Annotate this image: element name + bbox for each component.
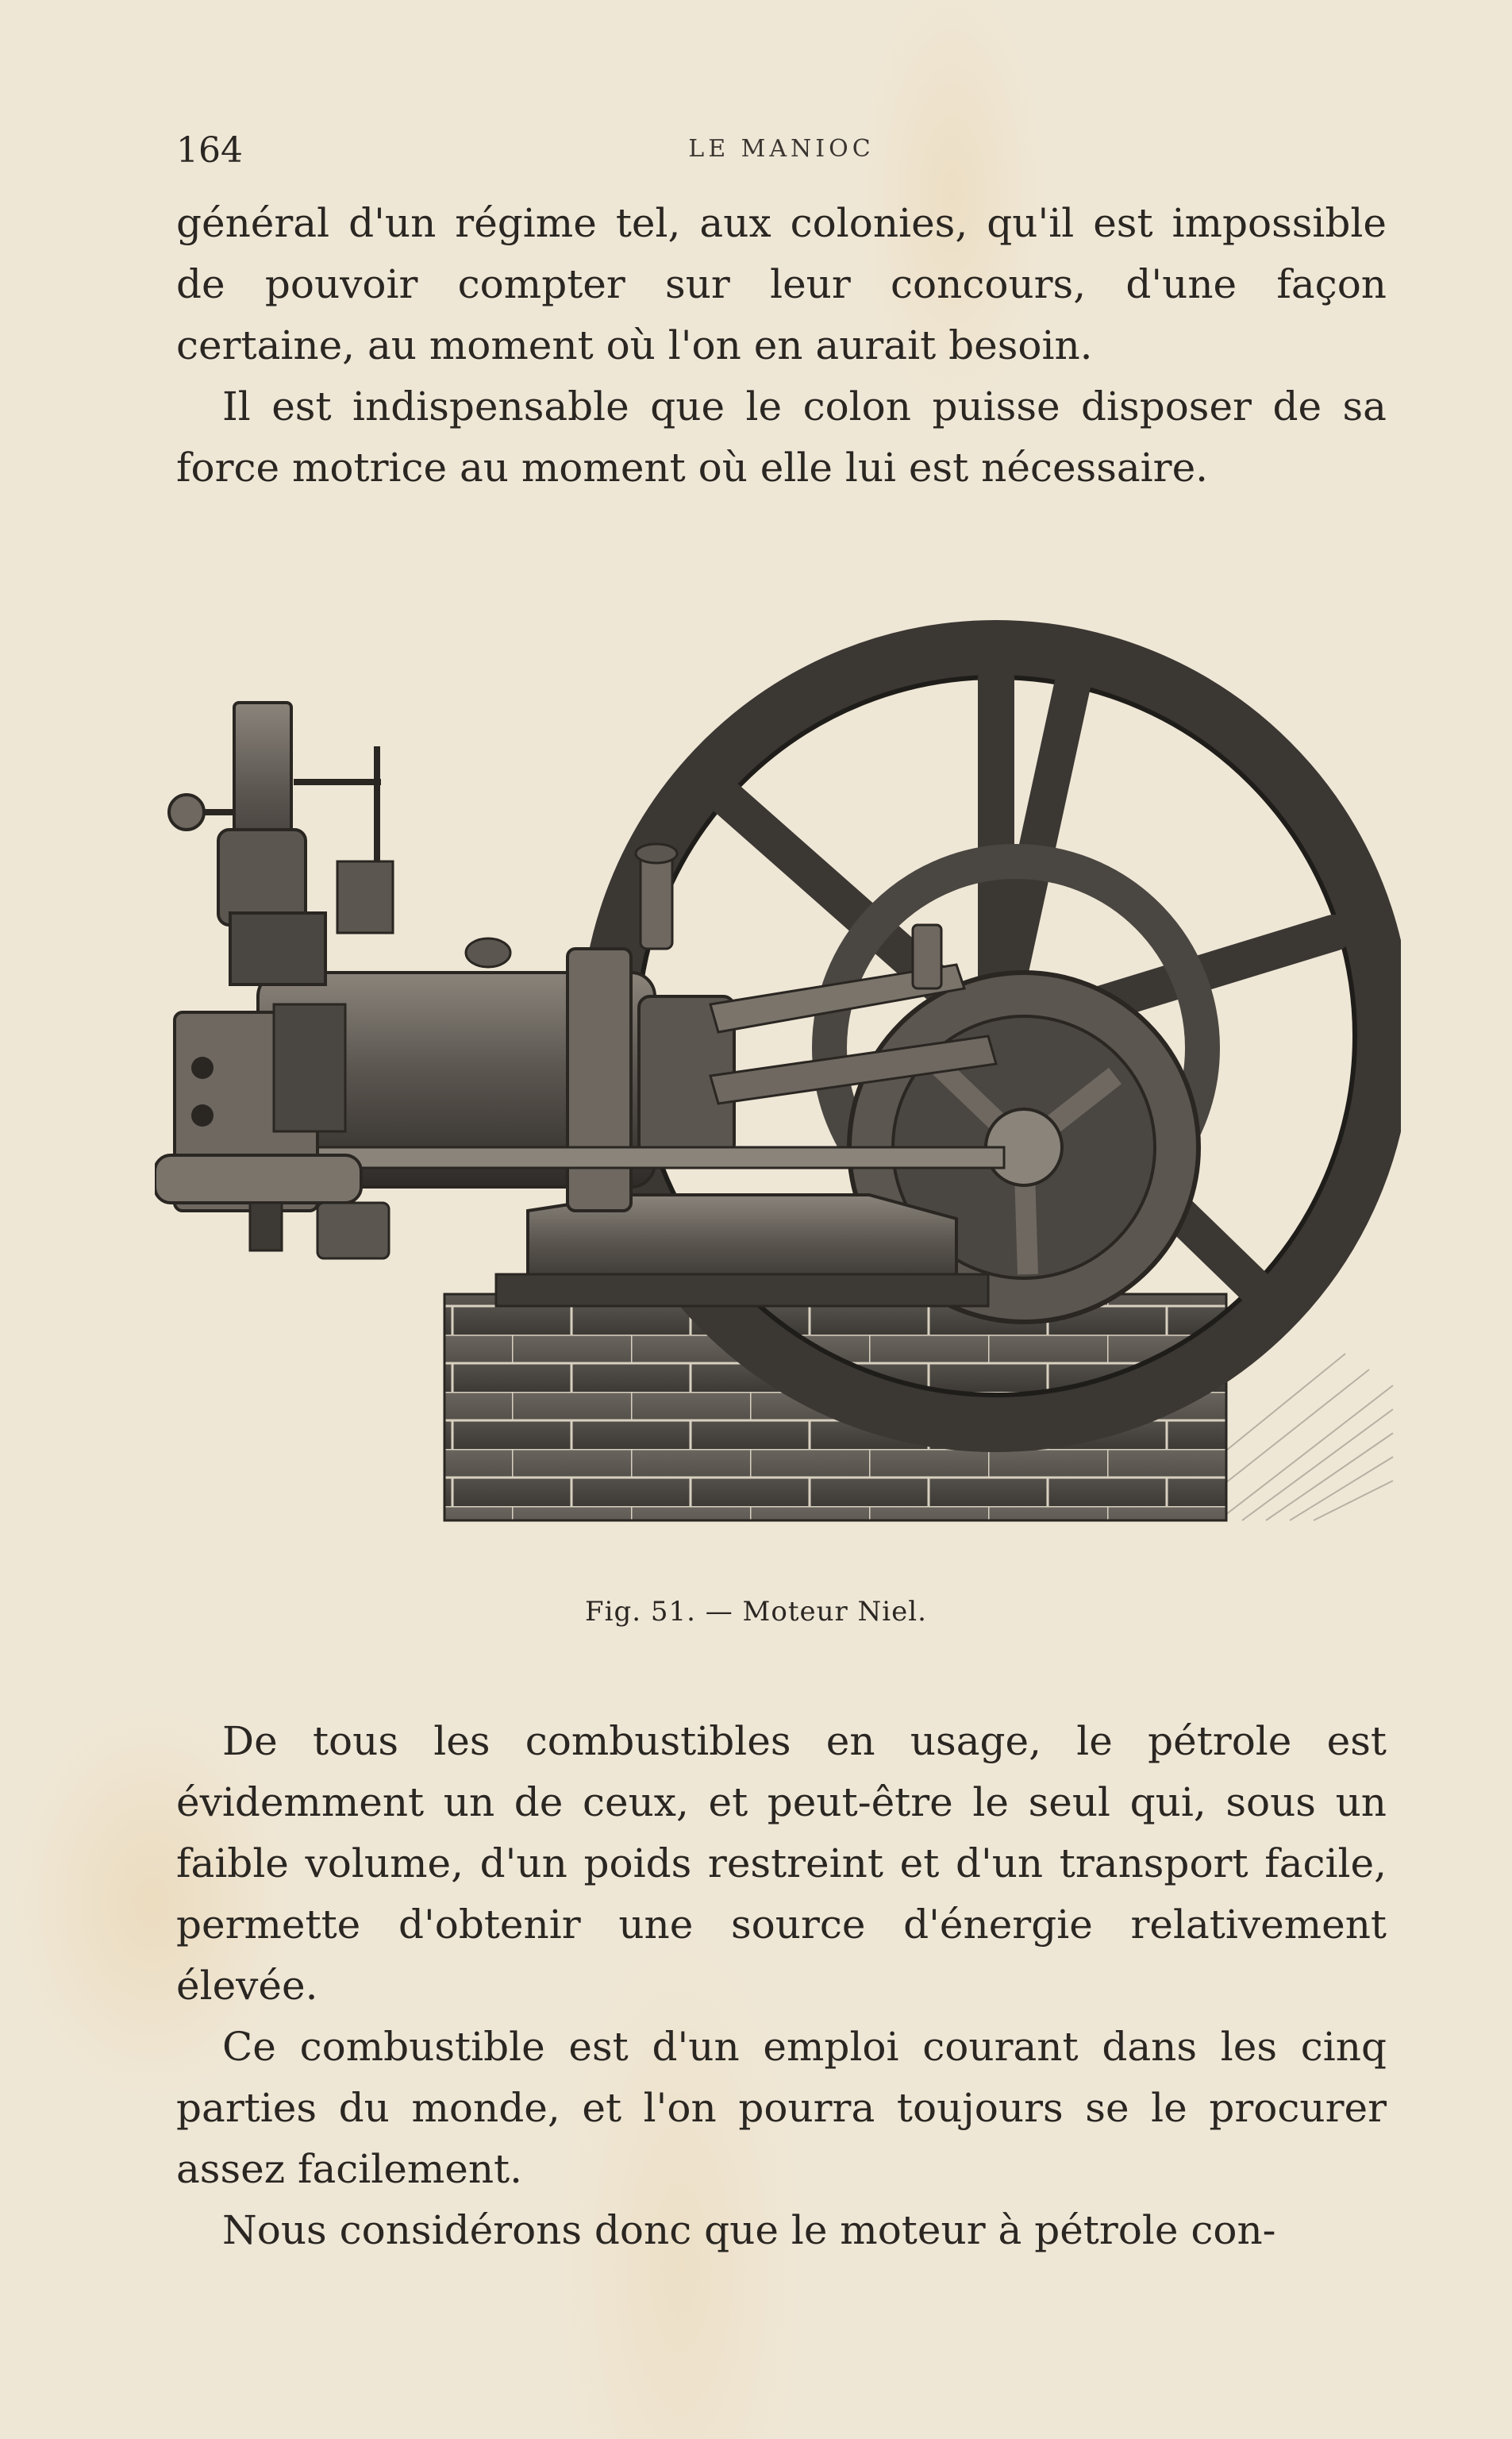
- paragraph: Ce combustible est d'un emploi courant dans les cinq parties du monde, et l'on pourra toujours se le procurer assez facilement.: [176, 2024, 1387, 2192]
- figure-caption: Fig. 51. — Moteur Niel.: [585, 1596, 927, 1628]
- page-number: 164: [176, 130, 243, 171]
- ground-shadow: [1218, 1354, 1393, 1520]
- top-text-block: [176, 193, 1387, 499]
- paragraph: De tous les combustibles en usage, le pétrole est évidemment un de ceux, et peut-être le seul qui, sous un faible volume, d'un poids restreint et d'un transport facile, permette d'obtenir une source d'énergie relativement élevée.: [176, 1718, 1387, 2009]
- bottom-text-block: [176, 1711, 1387, 2261]
- engine-illustration: [155, 591, 1401, 1544]
- paragraph: Nous considérons donc que le moteur à pétrole con-: [222, 2207, 1276, 2253]
- paragraph: Il est indispensable que le colon puisse disposer de sa force motrice au moment où elle lui est nécessaire.: [176, 383, 1387, 491]
- valve-stack: [169, 703, 393, 984]
- paragraph-continued: général d'un régime tel, aux colonies, qu'il est impossible de pouvoir compter sur leur concours, d'une façon certaine, au moment où l'on en aurait besoin.: [176, 200, 1387, 368]
- running-head: LE MANIOC: [688, 135, 875, 163]
- page-header: [176, 130, 1387, 178]
